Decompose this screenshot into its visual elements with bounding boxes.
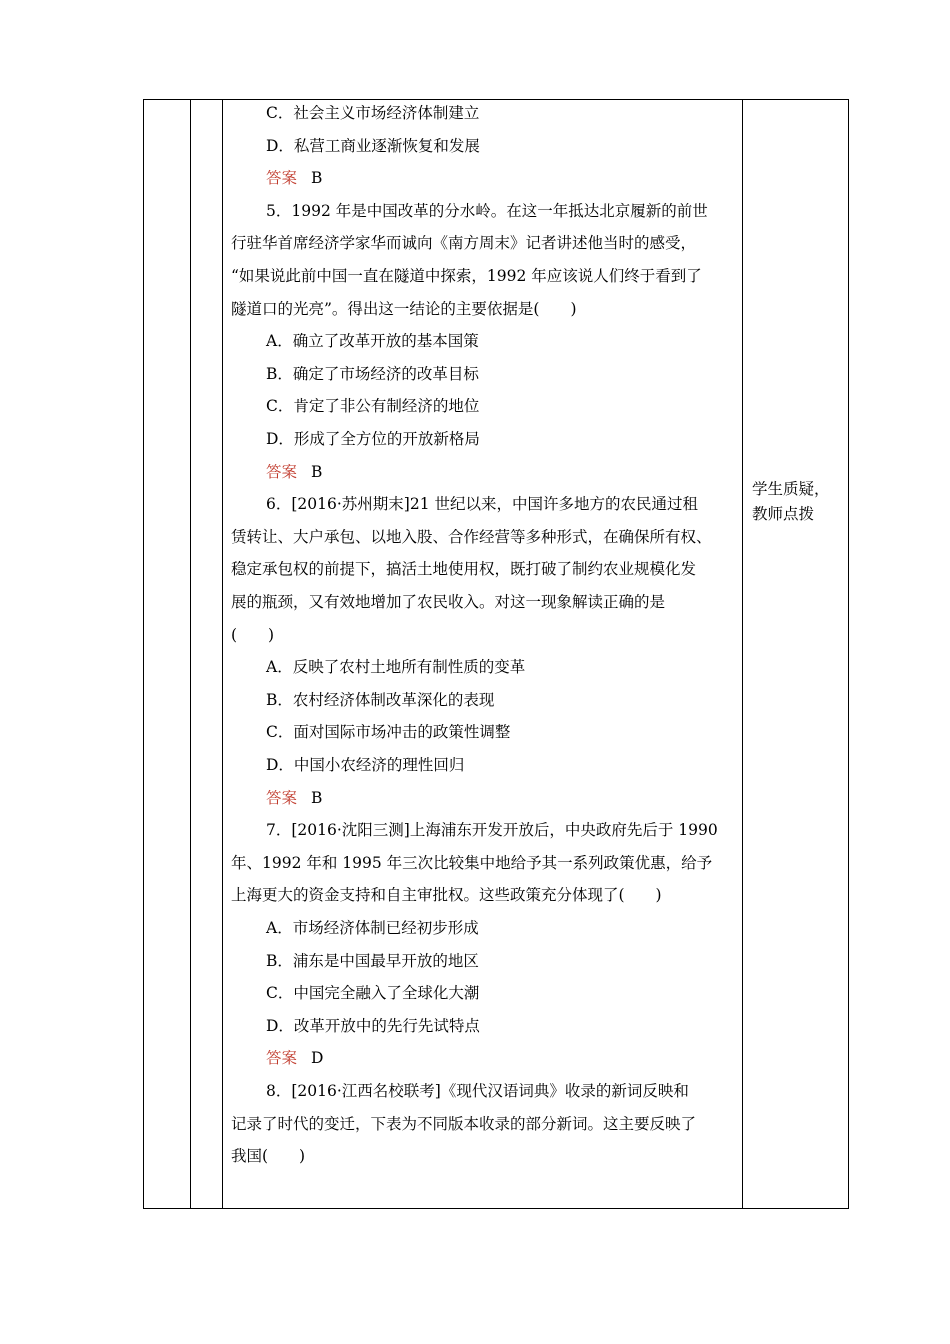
option-line: B．浦东是中国最早开放的地区 (266, 951, 479, 970)
question-continuation-line: 隧道口的光亮”。得出这一结论的主要依据是( ) (231, 299, 577, 318)
option-line: C．社会主义市场经济体制建立 (266, 104, 480, 122)
answer-label: 答案 (266, 788, 298, 807)
option-line: A．反映了农村土地所有制性质的变革 (266, 658, 526, 677)
question-stem-line: 5．1992 年是中国改革的分水岭。在这一年抵达北京履新的前世 (266, 201, 708, 220)
question-stem-line: 8．[2016·江西名校联考]《现代汉语词典》收录的新词反映和 (266, 1082, 689, 1100)
question-continuation-line: 上海更大的资金支持和自主审批权。这些政策充分体现了( ) (231, 886, 662, 905)
option-line: D．改革开放中的先行先试特点 (266, 1016, 480, 1035)
answer-value: B (311, 462, 323, 481)
answer-label: 答案 (266, 169, 298, 188)
question-stem-line: 7．[2016·沈阳三测]上海浦东开发开放后，中央政府先后于 1990 (266, 821, 718, 840)
answer-line (266, 787, 322, 809)
side-note-line1: 学生质疑， (752, 480, 830, 498)
column-divider-2 (222, 100, 223, 1208)
answer-value: B (311, 169, 323, 188)
question-continuation-line: “如果说此前中国一直在隧道中探索，1992 年应该说人们终于看到了 (231, 267, 702, 285)
question-stem-line: 6．[2016·苏州期末]21 世纪以来，中国许多地方的农民通过租 (266, 495, 698, 514)
answer-line (266, 167, 322, 189)
question-continuation-line: 稳定承包权的前提下，搞活土地使用权，既打破了制约农业规模化发 (231, 560, 697, 579)
option-line: D．中国小农经济的理性回归 (266, 756, 465, 774)
question-continuation-line: 展的瓶颈，又有效地增加了农民收入。对这一现象解读正确的是 (231, 593, 666, 611)
answer-label: 答案 (266, 462, 298, 481)
option-line: C．面对国际市场冲击的政策性调整 (266, 723, 511, 742)
column-divider-3 (742, 100, 743, 1208)
side-note-line2: 教师点拨 (752, 505, 815, 523)
answer-line (266, 1047, 323, 1069)
column-divider-1 (190, 100, 191, 1208)
answer-value: D (311, 1049, 324, 1068)
option-line: B．农村经济体制改革深化的表现 (266, 690, 495, 709)
answer-value: B (311, 788, 323, 807)
answer-line (266, 461, 322, 483)
option-line: B．确定了市场经济的改革目标 (266, 364, 479, 383)
option-line: A．确立了改革开放的基本国策 (266, 332, 479, 351)
answer-label: 答案 (266, 1049, 298, 1068)
question-continuation-line: 行驻华首席经济学家华而诚向《南方周末》记者讲述他当时的感受， (231, 234, 697, 253)
option-line: C．中国完全融入了全球化大潮 (266, 984, 480, 1003)
question-continuation-line: 我国( ) (231, 1147, 306, 1166)
question-continuation-line: ( ) (231, 625, 275, 644)
option-line: A．市场经济体制已经初步形成 (266, 919, 479, 937)
question-continuation-line: 年、1992 年和 1995 年三次比较集中地给予其一系列政策优惠，给予 (231, 853, 713, 872)
question-continuation-line: 赁转让、大户承包、以地入股、合作经营等多种形式，在确保所有权、 (231, 527, 712, 546)
option-line: D．私营工商业逐渐恢复和发展 (266, 136, 480, 155)
option-line: D．形成了全方位的开放新格局 (266, 430, 480, 448)
option-line: C．肯定了非公有制经济的地位 (266, 397, 480, 416)
question-continuation-line: 记录了时代的变迁，下表为不同版本收录的部分新词。这主要反映了 (231, 1114, 697, 1133)
